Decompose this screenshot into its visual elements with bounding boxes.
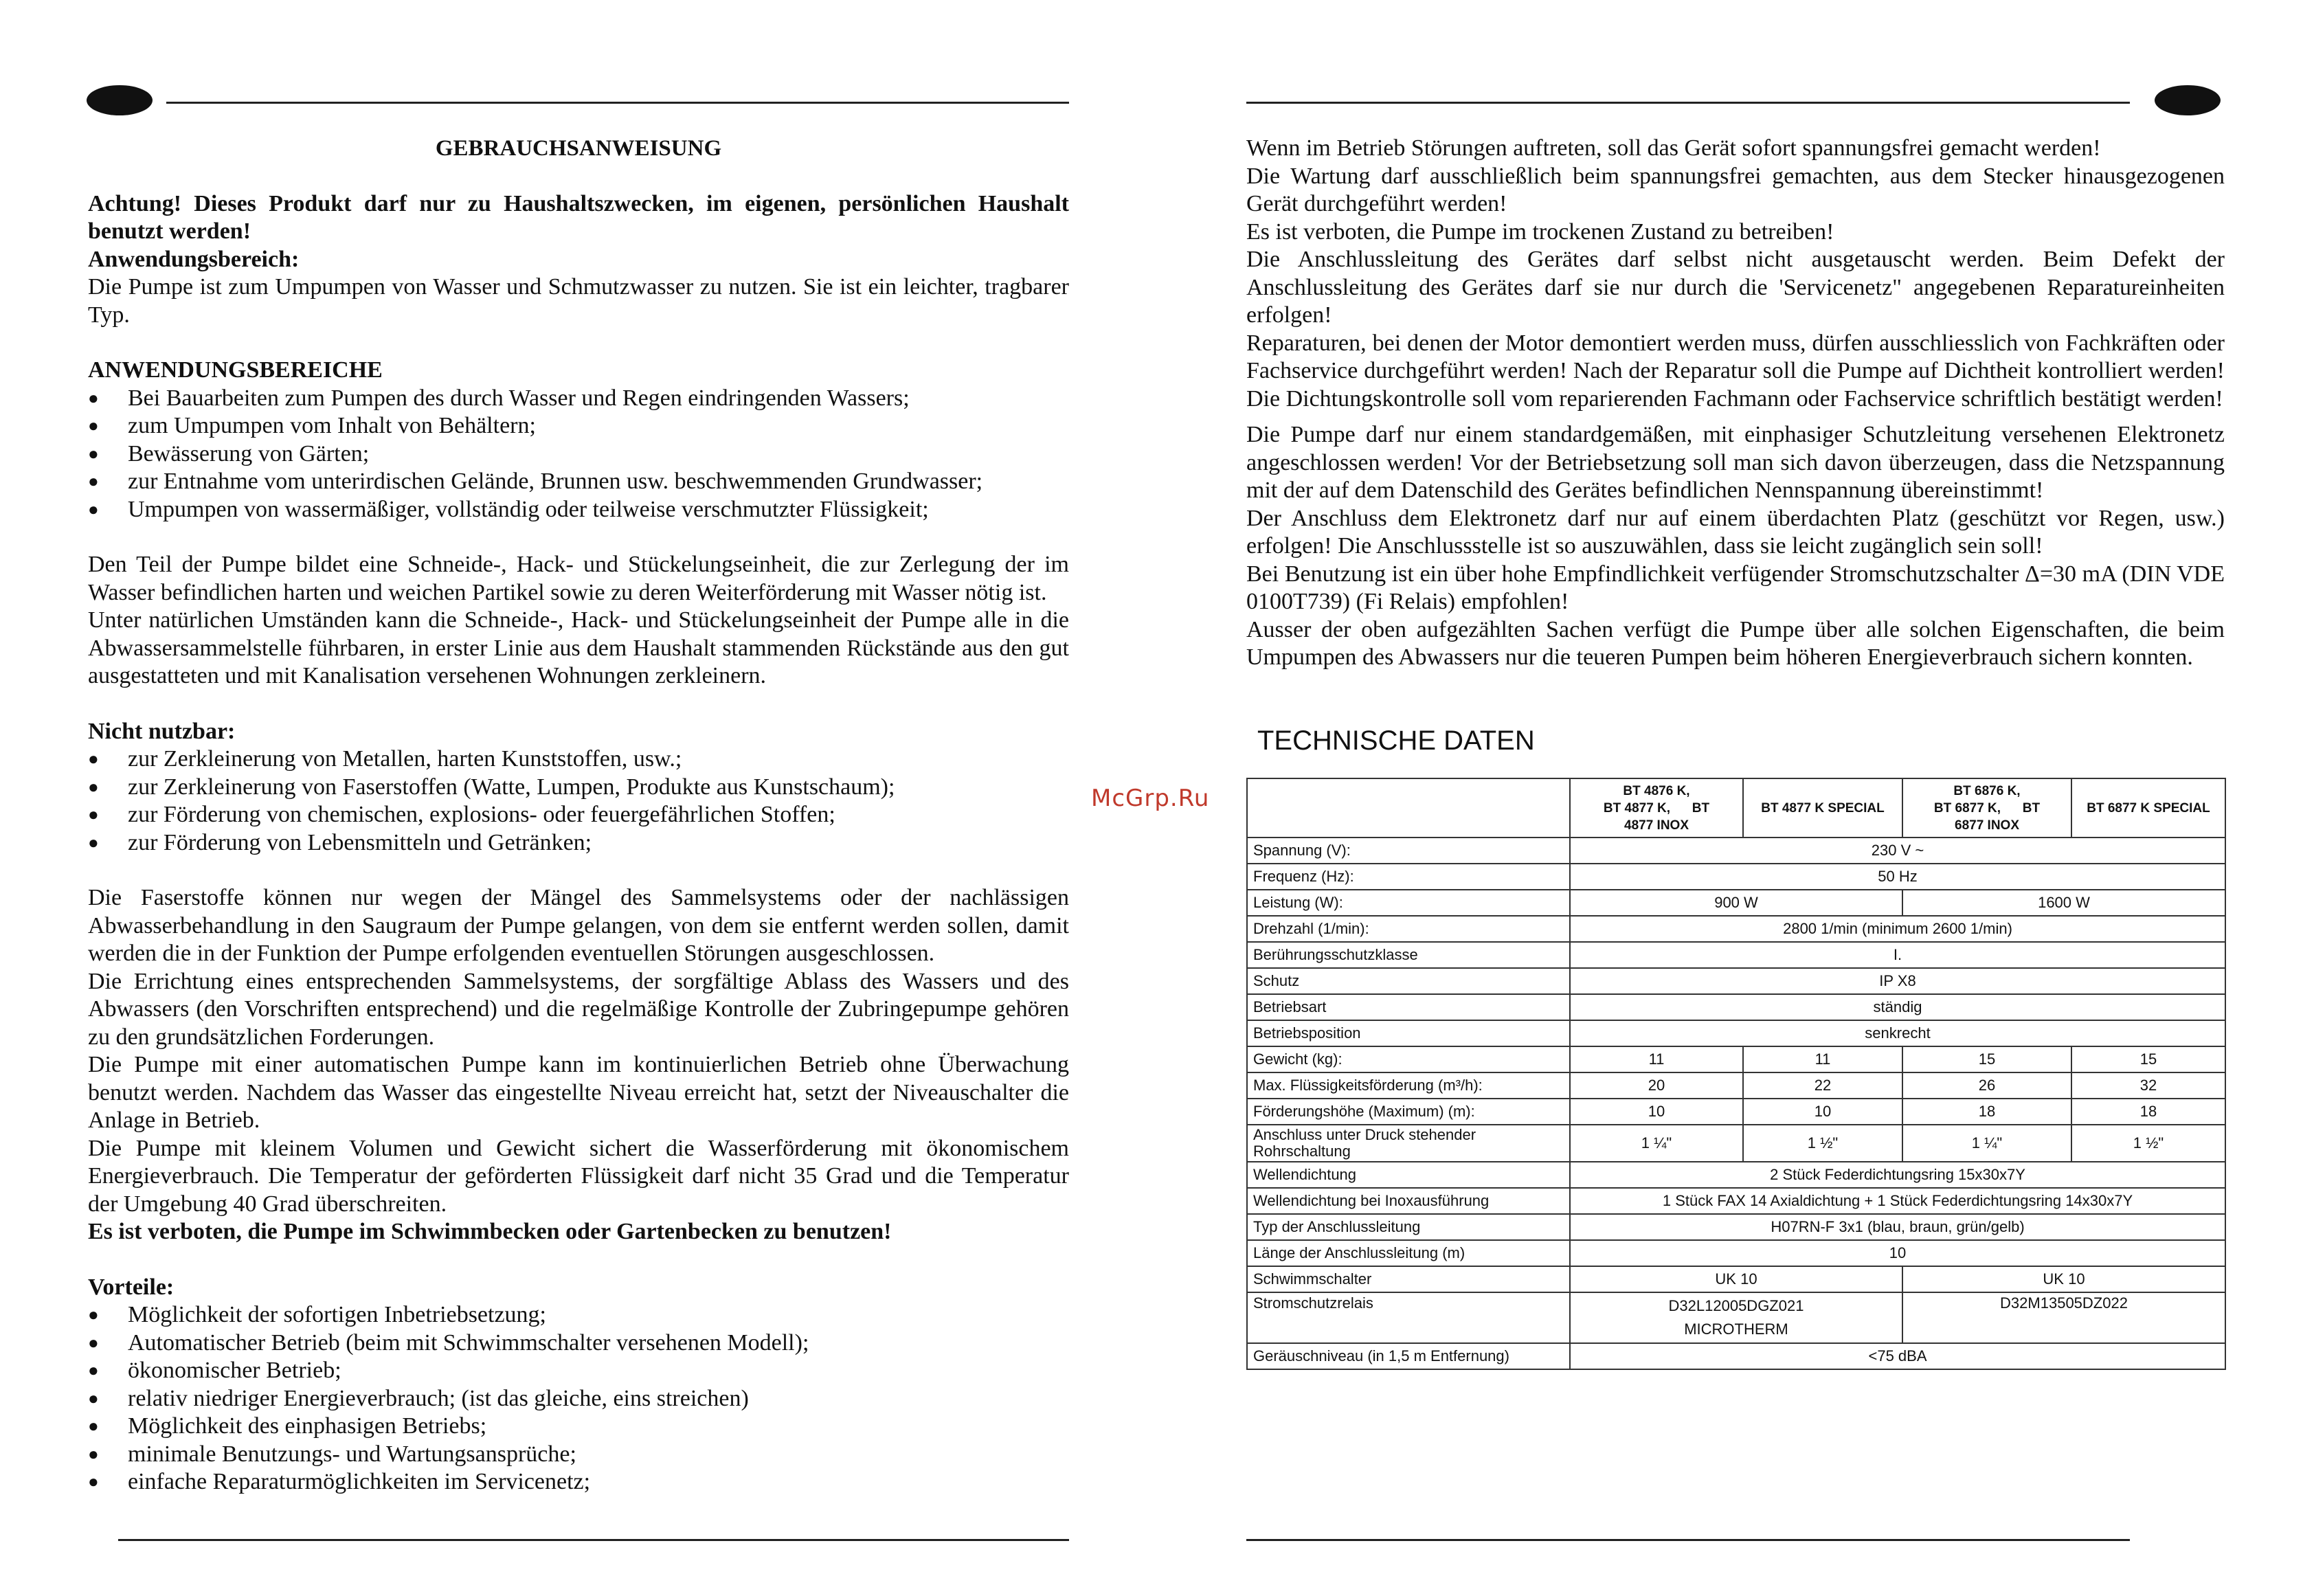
safety-paragraph-2: Die Wartung darf ausschließlich beim spannungsfrei gemachten, aus dem Stecker hinausgezogenen Gerät durchgeführt werden! [1246, 163, 2225, 216]
row-label: Wellendichtung bei Inoxausführung [1247, 1188, 1570, 1214]
not-usable-list [88, 745, 1069, 857]
safety-paragraph-8: Bei Benutzung ist ein über hohe Empfindlichkeit verfügender Stromschutzschalter Δ=30 mA (DIN VDE 0100T739) (Fi Relais) empfohlen! [1246, 561, 2225, 614]
usage-heading: Anwendungsbereich: [88, 246, 300, 272]
table-row [1247, 1072, 2225, 1099]
fibre-paragraph: Die Faserstoffe können nur wegen der Mängel des Sammelsystems oder der nachlässigen Abwasserbehandlung in den Saugraum der Pumpe gelangen, von dem sie entfernt werden sollen, damit werden die in der Funktion der Pumpe erfolgenden eventuellen Störungen ausgeschlossen. [88, 885, 1069, 966]
row-value: 26 [1902, 1072, 2071, 1099]
row-value: 15 [2071, 1046, 2225, 1072]
row-value: 10 [1570, 1240, 2225, 1266]
row-value: 32 [2071, 1072, 2225, 1099]
table-row [1247, 1188, 2225, 1214]
row-value: IP X8 [1570, 968, 2225, 994]
safety-paragraph-5: Reparaturen, bei denen der Motor demontiert werden muss, dürfen ausschliesslich von Fachkräften oder Fachservice durchgeführt werden! Nach der Reparatur soll die Pumpe auf Dichtheit kontrolliert werden! Die Dichtungskontrolle soll vom reparierenden Fachmann oder Fachservice schriftlich bestätigt werden! [1246, 330, 2225, 412]
automatic-paragraph: Die Pumpe mit einer automatischen Pumpe kann im kontinuierlichen Betrieb ohne Überwachung benutzt werden. Nachdem das Wasser das eingestellte Niveau erreicht hat, setzt der Niveauschalter die Anlage in Betrieb. [88, 1052, 1069, 1133]
advantages-list [88, 1301, 1069, 1496]
row-value: D32L12005DGZ021 MICROTHERM [1570, 1292, 1902, 1343]
cutter-paragraph-2: Unter natürlichen Umständen kann die Schneide-, Hack- und Stückelungseinheit der Pumpe alle in die Abwassersammelstelle führbaren, in erster Linie aus dem Haushalt stammenden Rückstände aus den gut ausgestatteten und mit Kanalisation versehenen Wohnungen zerkleinern. [88, 607, 1069, 688]
row-value: 1 Stück FAX 14 Axialdichtung + 1 Stück Federdichtungsring 14x30x7Y [1570, 1188, 2225, 1214]
list-item: ● einfache Reparaturmöglichkeiten im Servicenetz; [88, 1468, 1069, 1496]
page-marker-left [87, 85, 153, 115]
list-item: ● zur Förderung von Lebensmitteln und Getränken; [88, 829, 1069, 857]
row-label: Max. Flüssigkeitsförderung (m³/h): [1247, 1072, 1570, 1099]
safety-paragraph-9: Ausser der oben aufgezählten Sachen verfügt die Pumpe über alle solchen Eigenschaften, die beim Umpumpen des Abwassers nur die teueren Pumpen beim höheren Energieverbrauch sichern konnten. [1246, 616, 2225, 670]
left-column [88, 135, 1069, 1496]
small-pump-paragraph: Die Pumpe mit kleinem Volumen und Gewicht sichert die Wasserförderung mit ökonomischem Energieverbrauch. Die Temperatur der geförderten Flüssigkeit darf nicht 35 Grad und die Temperatur der Umgebung 40 Grad überschreiten. [88, 1135, 1069, 1217]
advantages-heading: Vorteile: [88, 1274, 175, 1300]
bottom-rule-right [1246, 1539, 2130, 1541]
watermark-text: McGrp.Ru [1091, 785, 1210, 812]
row-value: 15 [1902, 1046, 2071, 1072]
header-bt6876: BT 6876 K, BT 6877 K, BT 6877 INOX [1902, 778, 2071, 838]
row-value: I. [1570, 942, 2225, 968]
row-value: 11 [1743, 1046, 1902, 1072]
table-row [1247, 942, 2225, 968]
row-value: 18 [1902, 1099, 2071, 1125]
tech-data-heading: TECHNISCHE DATEN [1257, 726, 1535, 756]
header-bt6877-special: BT 6877 K SPECIAL [2071, 778, 2225, 838]
table-row [1247, 890, 2225, 916]
cutter-paragraph-1: Den Teil der Pumpe bildet eine Schneide-, Hack- und Stückelungseinheit, die zur Zerlegung der im Wasser befindlichen harten und weichen Partikel sowie zu deren Weiterförderung mit Wasser nötig ist. [88, 552, 1069, 605]
table-row [1247, 838, 2225, 864]
table-row [1247, 1046, 2225, 1072]
table-row [1247, 1125, 2225, 1162]
list-item: ● minimale Benutzungs- und Wartungsansprüche; [88, 1441, 1069, 1469]
table-row [1247, 1162, 2225, 1188]
list-item: ● Automatischer Betrieb (beim mit Schwimmschalter versehenen Modell); [88, 1329, 1069, 1358]
technical-data-table [1246, 778, 2226, 1370]
row-value: 1 ½" [1743, 1125, 1902, 1162]
list-item: ● Bei Bauarbeiten zum Pumpen des durch Wasser und Regen eindringenden Wassers; [88, 385, 1069, 413]
areas-heading: ANWENDUNGSBEREICHE [88, 357, 383, 383]
system-paragraph: Die Errichtung eines entsprechenden Sammelsystems, der sorgfältige Ablass des Wassers und des Abwassers (den Vorschriften entsprechend) und die regelmäßige Kontrolle der Zubringepumpe gehören zu den grundsätzlichen Forderungen. [88, 968, 1069, 1050]
row-value: 230 V ~ [1570, 838, 2225, 864]
safety-paragraph-1: Wenn im Betrieb Störungen auftreten, soll das Gerät sofort spannungsfrei gemacht werden! [1246, 135, 2101, 161]
table-row [1247, 916, 2225, 942]
list-item: ● Möglichkeit des einphasigen Betriebs; [88, 1413, 1069, 1441]
list-item: ● Möglichkeit der sofortigen Inbetriebsetzung; [88, 1301, 1069, 1329]
list-item: ● zur Zerkleinerung von Metallen, harten Kunststoffen, usw.; [88, 745, 1069, 774]
header-bt4876: BT 4876 K, BT 4877 K, BT 4877 INOX [1570, 778, 1743, 838]
safety-paragraph-7: Der Anschluss dem Elektronetz darf nur auf einem überdachten Platz (geschützt vor Regen, usw.) erfolgen! Die Anschlussstelle ist so auszuwählen, dass sie leicht zugänglich sein soll! [1246, 505, 2225, 559]
row-label: Wellendichtung [1247, 1162, 1570, 1188]
table-header-row [1247, 778, 2225, 838]
row-label: Betriebsart [1247, 994, 1570, 1020]
row-label: Betriebsposition [1247, 1020, 1570, 1046]
list-item: ● zum Umpumpen vom Inhalt von Behältern; [88, 412, 1069, 440]
row-label: Stromschutzrelais [1247, 1292, 1570, 1343]
row-label: Drehzahl (1/min): [1247, 916, 1570, 942]
row-value: 10 [1743, 1099, 1902, 1125]
row-value: D32M13505DZ022 [1902, 1292, 2225, 1343]
row-value: senkrecht [1570, 1020, 2225, 1046]
safety-paragraph-4: Die Anschlussleitung des Gerätes darf selbst nicht ausgetauscht werden. Beim Defekt der Anschlussleitung des Gerätes darf sie nur durch die 'Servicenetz" angegebenen Reparatureinheiten erfolgen! [1246, 247, 2225, 328]
table-header-empty [1247, 778, 1570, 838]
table-row [1247, 1266, 2225, 1292]
row-label: Schwimmschalter [1247, 1266, 1570, 1292]
row-label: Gewicht (kg): [1247, 1046, 1570, 1072]
row-label: Geräuschniveau (in 1,5 m Entfernung) [1247, 1343, 1570, 1369]
table-row [1247, 1020, 2225, 1046]
list-item: ● Umpumpen von wassermäßiger, vollständig oder teilweise verschmutzter Flüssigkeit; [88, 496, 1069, 524]
row-value: 900 W [1570, 890, 1902, 916]
row-label: Schutz [1247, 968, 1570, 994]
row-value: 1600 W [1902, 890, 2225, 916]
row-value: 1 ¼" [1570, 1125, 1743, 1162]
bottom-rule-left [118, 1539, 1069, 1541]
row-label: Leistung (W): [1247, 890, 1570, 916]
header-bt4877-special: BT 4877 K SPECIAL [1743, 778, 1902, 838]
row-value: 1 ¼" [1902, 1125, 2071, 1162]
row-value: UK 10 [1570, 1266, 1902, 1292]
table-row [1247, 994, 2225, 1020]
row-value: H07RN-F 3x1 (blau, braun, grün/gelb) [1570, 1214, 2225, 1240]
row-value: UK 10 [1902, 1266, 2225, 1292]
top-rule-left [166, 102, 1069, 104]
row-value: 11 [1570, 1046, 1743, 1072]
row-value: 2800 1/min (minimum 2600 1/min) [1570, 916, 2225, 942]
row-label: Spannung (V): [1247, 838, 1570, 864]
row-value: 1 ½" [2071, 1125, 2225, 1162]
table-row [1247, 1292, 2225, 1343]
list-item: ● Bewässerung von Gärten; [88, 440, 1069, 469]
row-value: <75 dBA [1570, 1343, 2225, 1369]
table-row [1247, 1099, 2225, 1125]
page-marker-right [2155, 85, 2221, 115]
row-label: Anschluss unter Druck stehender Rohrschaltung [1247, 1125, 1570, 1162]
areas-list [88, 385, 1069, 524]
list-item: ● zur Zerkleinerung von Faserstoffen (Watte, Lumpen, Produkte aus Kunstschaum); [88, 774, 1069, 802]
row-value: 22 [1743, 1072, 1902, 1099]
list-item: ● zur Förderung von chemischen, explosions- oder feuergefährlichen Stoffen; [88, 801, 1069, 829]
row-label: Berührungsschutzklasse [1247, 942, 1570, 968]
row-label: Länge der Anschlussleitung (m) [1247, 1240, 1570, 1266]
row-label: Förderungshöhe (Maximum) (m): [1247, 1099, 1570, 1125]
row-value: 10 [1570, 1099, 1743, 1125]
row-value: 50 Hz [1570, 864, 2225, 890]
table-row [1247, 1343, 2225, 1369]
list-item: ● relativ niedriger Energieverbrauch; (ist das gleiche, eins streichen) [88, 1385, 1069, 1413]
not-usable-heading: Nicht nutzbar: [88, 718, 236, 744]
document-title: GEBRAUCHSANWEISUNG [435, 136, 722, 161]
list-item: ● ökonomischer Betrieb; [88, 1357, 1069, 1385]
row-label: Typ der Anschlussleitung [1247, 1214, 1570, 1240]
top-rule-right [1246, 102, 2130, 104]
right-column [1246, 135, 2225, 672]
safety-paragraph-3: Es ist verboten, die Pumpe im trockenen Zustand zu betreiben! [1246, 218, 1834, 245]
row-value: 20 [1570, 1072, 1743, 1099]
household-warning: Achtung! Dieses Produkt darf nur zu Haushaltszwecken, im eigenen, persönlichen Haushalt benutzt werden! [88, 190, 1069, 244]
row-value: 18 [2071, 1099, 2225, 1125]
usage-text: Die Pumpe ist zum Umpumpen von Wasser und Schmutzwasser zu nutzen. Sie ist ein leichter, tragbarer Typ. [88, 274, 1069, 328]
table-row [1247, 1214, 2225, 1240]
table-row [1247, 968, 2225, 994]
pool-warning: Es ist verboten, die Pumpe im Schwimmbecken oder Gartenbecken zu benutzen! [88, 1219, 892, 1244]
safety-paragraph-6: Die Pumpe darf nur einem standardgemäßen, mit einphasiger Schutzleitung versehenen Elektronetz angeschlossen werden! Vor der Betriebsetzung soll man sich davon überzeugen, dass die Netzspannung mit der auf dem Datenschild des Gerätes befindlichen Nennspannung übereinstimmt! [1246, 422, 2225, 503]
row-value: ständig [1570, 994, 2225, 1020]
table-row [1247, 864, 2225, 890]
row-value: 2 Stück Federdichtungsring 15x30x7Y [1570, 1162, 2225, 1188]
table-row [1247, 1240, 2225, 1266]
row-label: Frequenz (Hz): [1247, 864, 1570, 890]
list-item: ● zur Entnahme vom unterirdischen Gelände, Brunnen usw. beschwemmenden Grundwasser; [88, 468, 1069, 496]
